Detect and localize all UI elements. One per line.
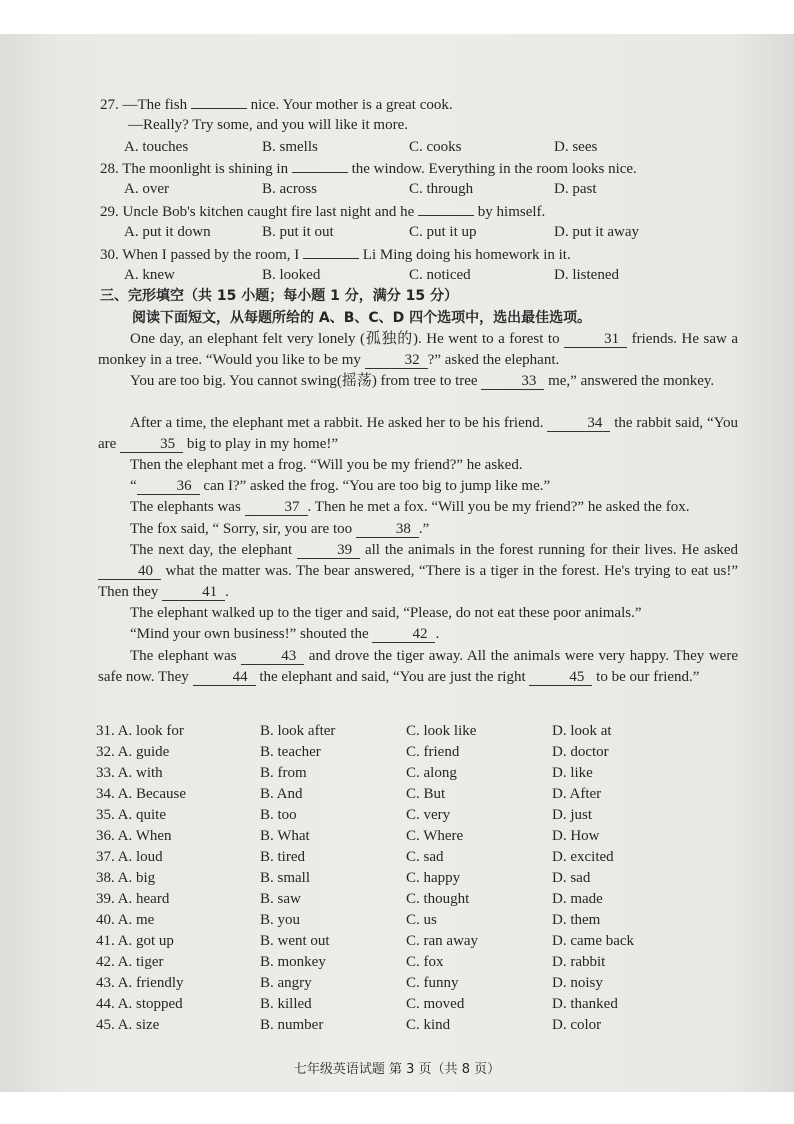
options-row-32 [96,742,716,763]
option-c: C. funny [406,975,459,991]
options-row-37 [96,847,716,868]
passage-text: You are too big. You cannot swing(摇荡) from tree to tree [130,373,478,389]
question-text: nice. Your mother is a great cook. [250,97,453,113]
blank-34: 34 [547,415,610,432]
options-row-41 [96,931,716,952]
question-28-options [124,179,764,200]
option-c: C. sad [406,849,444,865]
option-a: 32. A. guide [96,744,170,760]
option-a: 39. A. heard [96,891,170,907]
question-text: Uncle Bob's kitchen caught fire last night and he [122,204,415,220]
options-row-44 [96,994,716,1015]
passage-paragraph-1 [98,329,738,371]
question-text: When I passed by the room, I [122,247,300,263]
passage-paragraph-8 [98,540,738,603]
option-d: D. excited [552,849,614,865]
passage-paragraph-3 [98,413,738,455]
blank-44: 44 [193,669,256,686]
passage-text: what the matter was. The bear answered, “There is a tiger in the forest. He's trying to eat us!” Then they [98,563,738,600]
blank-39: 39 [297,542,360,559]
option-a: 35. A. quite [96,807,166,823]
passage-text: .” [418,521,430,537]
option-d: D. How [552,828,600,844]
passage-text: the elephant and said, “You are just the right [259,669,526,685]
passage-text: The elephants was [130,499,241,515]
options-row-42 [96,952,716,973]
option-d: D. made [552,891,603,907]
option-a: A. put it down [124,224,211,240]
option-b: B. angry [260,975,312,991]
question-text: —The fish [122,97,188,113]
question-29 [100,201,740,223]
option-d: D. past [554,181,597,197]
option-a: 44. A. stopped [96,996,183,1012]
options-row-36 [96,826,716,847]
blank-41: 41 [162,584,225,601]
option-d: D. thanked [552,996,618,1012]
passage-text: . Then he met a fox. “Will you be my friend?” he asked the fox. [307,499,690,515]
option-b: B. from [260,765,307,781]
option-b: B. across [262,181,317,197]
question-28 [100,158,740,180]
blank-43: 43 [241,648,304,665]
blank-45: 45 [529,669,592,686]
passage-paragraph-5 [98,476,738,497]
option-d: D. listened [554,267,619,283]
options-row-40 [96,910,716,931]
option-c: C. put it up [409,224,477,240]
blank-37: 37 [245,499,308,516]
option-a: 40. A. me [96,912,155,928]
option-c: C. friend [406,744,460,760]
question-30 [100,244,740,266]
answer-blank [292,158,348,173]
option-a: A. touches [124,139,189,155]
passage-text: me,” answered the monkey. [548,373,715,389]
option-c: C. through [409,181,474,197]
option-b: B. number [260,1017,324,1033]
blank-36: 36 [137,478,200,495]
passage-text: . [435,626,440,642]
option-d: D. noisy [552,975,603,991]
option-d: D. After [552,786,602,802]
option-d: D. them [552,912,601,928]
question-number: 29. [100,204,119,220]
passage-paragraph-2 [98,371,738,392]
option-a: 45. A. size [96,1017,160,1033]
option-c: C. ran away [406,933,479,949]
option-b: B. looked [262,267,321,283]
answer-blank [303,244,359,259]
options-row-38 [96,868,716,889]
option-c: C. thought [406,891,470,907]
option-c: C. very [406,807,451,823]
option-c: C. noticed [409,267,471,283]
option-a: 43. A. friendly [96,975,184,991]
question-number: 27. [100,97,119,113]
passage-paragraph-10 [98,624,738,645]
passage-text: to be our friend.” [596,669,700,685]
option-c: C. moved [406,996,465,1012]
section-instruction: 阅读下面短文，从每题所给的 A、B、C、D 四个选项中，选出最佳选项。 [132,310,592,326]
option-a: 42. A. tiger [96,954,164,970]
option-a: 41. A. got up [96,933,174,949]
option-c: C. Where [406,828,464,844]
passage-text: the rabbit said, “You are [98,415,739,452]
question-29-options [124,222,764,243]
option-b: B. teacher [260,744,321,760]
option-c: C. us [406,912,437,928]
option-d: D. sad [552,870,591,886]
blank-40: 40 [98,563,161,580]
option-a: 33. A. with [96,765,163,781]
option-b: B. look after [260,723,336,739]
passage-text: The elephant was [130,648,237,664]
question-27-options [124,137,764,158]
options-row-34 [96,784,716,805]
question-27 [100,94,740,116]
option-d: D. color [552,1017,602,1033]
option-d: D. look at [552,723,612,739]
option-b: B. smells [262,139,318,155]
option-b: B. monkey [260,954,326,970]
option-c: C. along [406,765,457,781]
option-c: C. fox [406,954,444,970]
option-a: A. over [124,181,169,197]
options-row-39 [96,889,716,910]
answer-blank [418,201,474,216]
option-b: B. small [260,870,311,886]
question-text: The moonlight is shining in [122,161,289,177]
option-b: B. And [260,786,303,802]
option-d: D. like [552,765,593,781]
question-30-options [124,265,764,286]
option-c: C. cooks [409,139,462,155]
passage-text: ?” asked the elephant. [427,352,560,368]
option-b: B. tired [260,849,305,865]
option-c: C. look like [406,723,477,739]
passage-text: One day, an elephant felt very lonely (孤独的). He went to a forest to [130,331,560,347]
option-a: 36. A. When [96,828,172,844]
passage-text: friends. He saw a monkey in a tree. “Would you like to be my [98,331,739,368]
option-c: C. But [406,786,446,802]
passage-paragraph-7 [98,519,738,540]
option-b: B. you [260,912,301,928]
options-row-43 [96,973,716,994]
answer-blank [191,94,247,109]
option-d: D. sees [554,139,598,155]
options-row-35 [96,805,716,826]
passage-text: The fox said, “ Sorry, sir, you are too [130,521,353,537]
passage-text: After a time, the elephant met a rabbit. He asked her to be his friend. [130,415,544,431]
passage-text: all the animals in the forest running for their lives. He asked [364,542,739,558]
blank-31: 31 [564,331,627,348]
passage-text: The next day, the elephant [130,542,293,558]
option-b: B. killed [260,996,312,1012]
option-d: D. doctor [552,744,609,760]
blank-32: 32 [365,352,428,369]
option-b: B. What [260,828,310,844]
question-text: by himself. [477,204,546,220]
blank-42: 42 [372,626,435,643]
question-number: 28. [100,161,119,177]
option-a: 38. A. big [96,870,156,886]
passage-text: and drove the tiger away. All the animals were very happy. They were safe now. They [98,648,738,685]
passage-text: . [225,584,229,600]
page-footer: 七年级英语试题 第 3 页（共 8 页） [293,1062,501,1077]
blank-38: 38 [356,521,419,538]
option-b: B. too [260,807,297,823]
options-row-45 [96,1015,716,1036]
option-d: D. put it away [554,224,639,240]
blank-33: 33 [481,373,544,390]
options-row-33 [96,763,716,784]
option-b: B. saw [260,891,301,907]
question-text: the window. Everything in the room looks nice. [351,161,637,177]
option-b: B. put it out [262,224,334,240]
option-d: D. just [552,807,593,823]
question-27-reply: —Really? Try some, and you will like it more. [128,117,408,133]
option-d: D. rabbit [552,954,606,970]
option-a: A. knew [124,267,175,283]
passage-paragraph-6 [98,497,738,518]
option-d: D. came back [552,933,635,949]
option-c: C. kind [406,1017,451,1033]
option-c: C. happy [406,870,461,886]
option-a: 37. A. loud [96,849,163,865]
passage-paragraph-9: The elephant walked up to the tiger and said, “Please, do not eat these poor animals.” [130,605,642,621]
question-text: Li Ming doing his homework in it. [362,247,571,263]
question-number: 30. [100,247,119,263]
blank-35: 35 [120,436,183,453]
passage-paragraph-4: Then the elephant met a frog. “Will you be my friend?” he asked. [130,457,523,473]
passage-text: big to play in my home!” [186,436,339,452]
passage-text: “Mind your own business!” shouted the [130,626,369,642]
option-a: 34. A. Because [96,786,186,802]
passage-text: “ [130,478,137,494]
passage-paragraph-11 [98,646,738,688]
option-b: B. went out [260,933,330,949]
section-heading: 三、完形填空（共 15 小题；每小题 1 分，满分 15 分） [100,288,458,304]
passage-text: can I?” asked the frog. “You are too big to jump like me.” [203,478,551,494]
options-row-31 [96,721,716,742]
option-a: 31. A. look for [96,723,184,739]
